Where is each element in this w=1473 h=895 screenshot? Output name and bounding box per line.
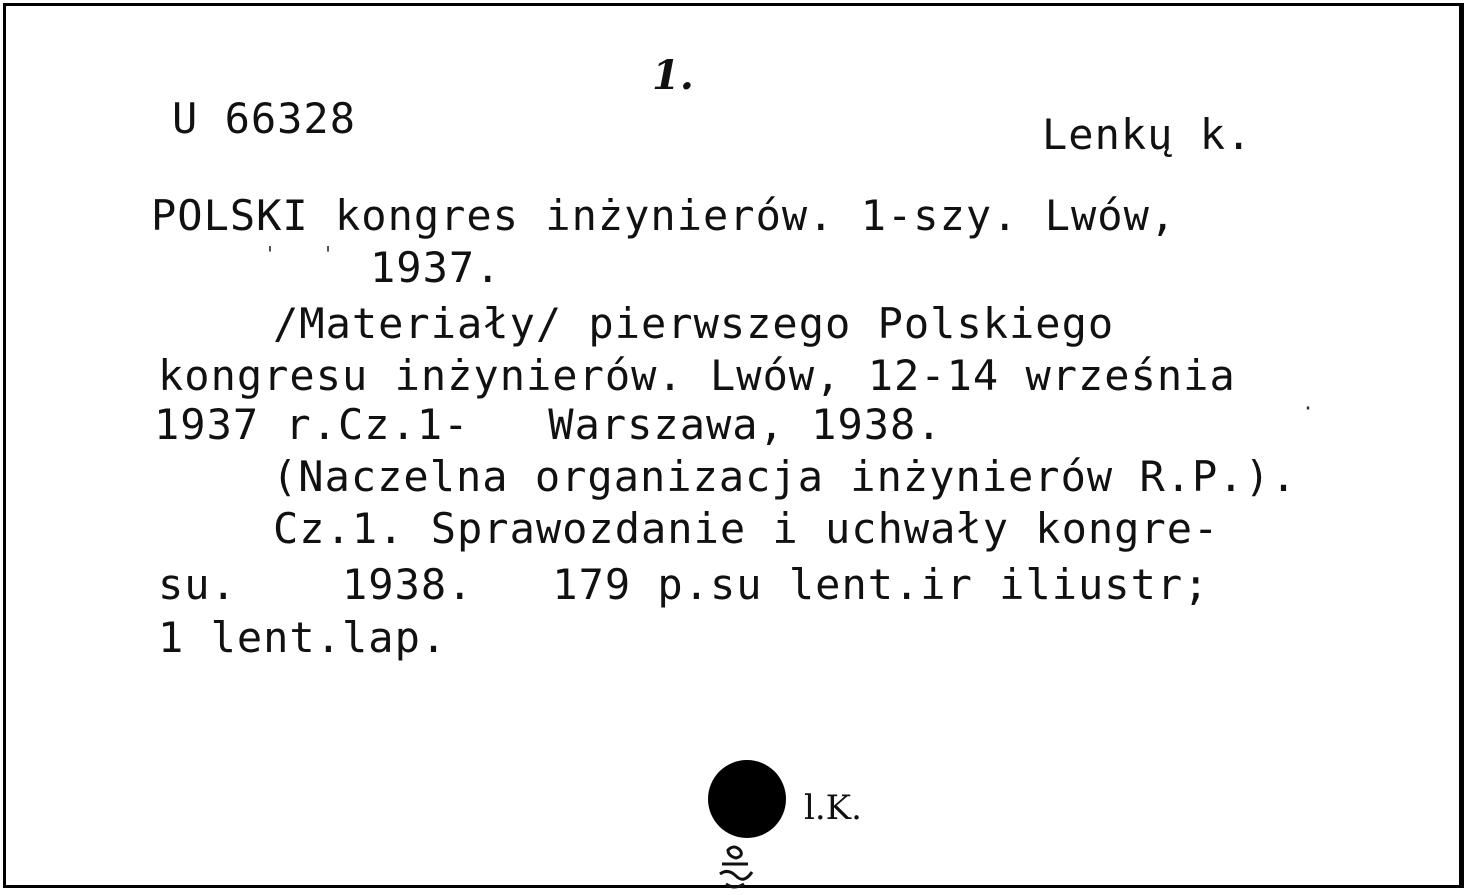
- stamp-mark-icon: [714, 844, 758, 890]
- entry-line-4: kongresu inżynierów. Lwów, 12-14 września: [158, 351, 1236, 400]
- entry-line-2: 1937.: [370, 243, 502, 292]
- card-sequence-number: 1.: [652, 52, 694, 99]
- entry-line-8: su. 1938. 179 p.su lent.ir iliustr;: [158, 560, 1210, 609]
- apostrophe-speck: ': [264, 242, 277, 266]
- entry-line-6: (Naczelna organizacja inżynierów R.P.).: [272, 452, 1298, 501]
- dot-speck: ·: [1302, 396, 1315, 420]
- apostrophe-speck-2: ': [322, 242, 335, 266]
- handwritten-initials: l.K.: [804, 788, 862, 828]
- entry-line-7: Cz.1. Sprawozdanie i uchwały kongre-: [273, 504, 1220, 553]
- entry-line-3: /Materiały/ pierwszego Polskiego: [273, 299, 1115, 348]
- entry-line-9: 1 lent.lap.: [158, 613, 448, 662]
- punch-hole: [708, 760, 786, 838]
- call-number: U 66328: [172, 94, 357, 143]
- language-note: Lenkų k.: [1042, 110, 1253, 159]
- catalog-card: [3, 3, 1464, 888]
- entry-line-5: 1937 r.Cz.1- Warszawa, 1938.: [154, 400, 943, 449]
- entry-line-1: POLSKI kongres inżynierów. 1-szy. Lwów,: [151, 191, 1177, 240]
